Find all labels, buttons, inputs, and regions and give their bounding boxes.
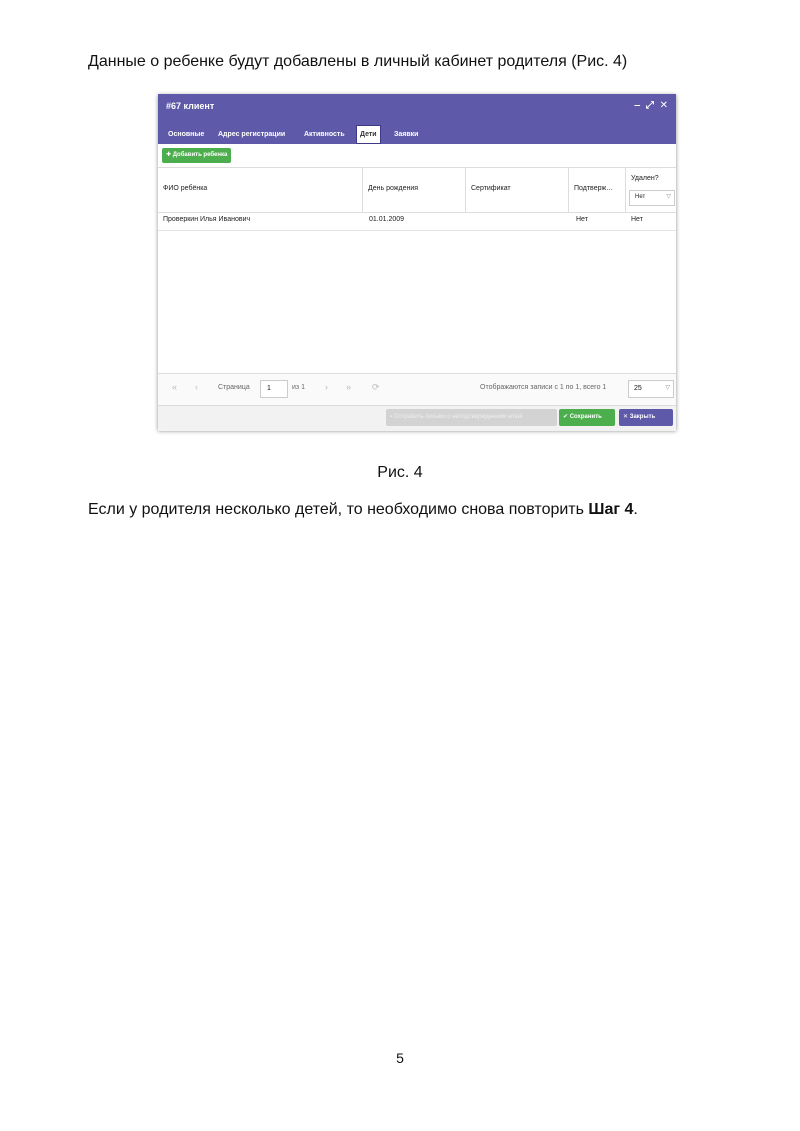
- last-page-icon[interactable]: »: [346, 382, 352, 392]
- column-header-deleted[interactable]: Удален? Нет ▽: [626, 168, 676, 212]
- check-icon: ✔: [563, 414, 569, 420]
- add-child-label: Добавить ребенка: [172, 152, 228, 158]
- column-header-name[interactable]: ФИО ребёнка: [158, 168, 363, 212]
- client-window: [158, 94, 676, 430]
- column-header-confirmed[interactable]: Подтверж…: [569, 168, 626, 212]
- prev-page-icon[interactable]: ‹: [195, 382, 198, 392]
- window-title: #67 клиент: [166, 101, 215, 111]
- page-number: 5: [396, 1050, 404, 1066]
- tab-bar: [158, 124, 676, 144]
- first-page-icon[interactable]: «: [172, 382, 178, 392]
- close-button[interactable]: ✕ Закрыть: [619, 409, 673, 426]
- minimize-icon[interactable]: ‒: [634, 100, 641, 111]
- chevron-down-icon: ▽: [665, 385, 670, 391]
- records-info: Отображаются записи с 1 по 1, всего 1: [480, 384, 607, 391]
- cell-name: Проверкин Илья Иванович: [163, 216, 251, 223]
- intro-paragraph: Данные о ребенке будут добавлены в личный кабинет родителя (Рис. 4): [88, 53, 628, 70]
- column-header-certificate[interactable]: Сертификат: [466, 168, 569, 212]
- next-page-icon[interactable]: ›: [325, 382, 328, 392]
- trash-icon: ▪: [390, 414, 393, 420]
- add-child-button[interactable]: [162, 148, 231, 163]
- refresh-icon[interactable]: ⟳: [372, 382, 380, 392]
- column-header-birthday[interactable]: День рождения: [363, 168, 466, 212]
- save-button[interactable]: ✔ Сохранить: [559, 409, 615, 426]
- tab-registration-address[interactable]: Адрес регистрации: [218, 131, 286, 138]
- table-row[interactable]: [158, 211, 676, 231]
- table-header: [158, 167, 676, 213]
- window-titlebar: [158, 94, 676, 124]
- outro-paragraph: Если у родителя несколько детей, то необходимо снова повторить Шаг 4.: [88, 501, 638, 518]
- send-unconfirmed-email-button[interactable]: ▪ Отправить письмо о неподтвержденном email: [386, 409, 557, 426]
- children-table: [158, 167, 676, 373]
- cell-confirmed: Нет: [576, 216, 588, 223]
- page-count-label: из 1: [292, 384, 305, 391]
- cell-deleted: Нет: [631, 216, 643, 223]
- per-page-select[interactable]: 25 ▽: [628, 380, 674, 398]
- figure-caption: Рис. 4: [377, 464, 423, 481]
- deleted-filter-select[interactable]: Нет ▽: [629, 190, 675, 206]
- window-controls: [631, 100, 668, 111]
- page-number-input[interactable]: 1: [260, 380, 288, 398]
- plus-icon: ✚: [166, 152, 172, 158]
- pager: [158, 373, 676, 406]
- chevron-down-icon: ▽: [666, 194, 671, 200]
- step-reference: Шаг 4: [588, 501, 634, 518]
- cell-birthday: 01.01.2009: [369, 216, 405, 223]
- page-label: Страница: [218, 384, 250, 391]
- tab-main[interactable]: Основные: [168, 131, 205, 138]
- close-icon[interactable]: ✕: [659, 100, 668, 111]
- maximize-icon[interactable]: ⤢: [645, 100, 654, 111]
- tab-activity[interactable]: Активность: [304, 131, 345, 138]
- close-icon: ✕: [623, 414, 629, 420]
- window-footer: [158, 405, 676, 431]
- tab-children[interactable]: Дети: [356, 125, 381, 144]
- tab-applications[interactable]: Заявки: [394, 131, 419, 138]
